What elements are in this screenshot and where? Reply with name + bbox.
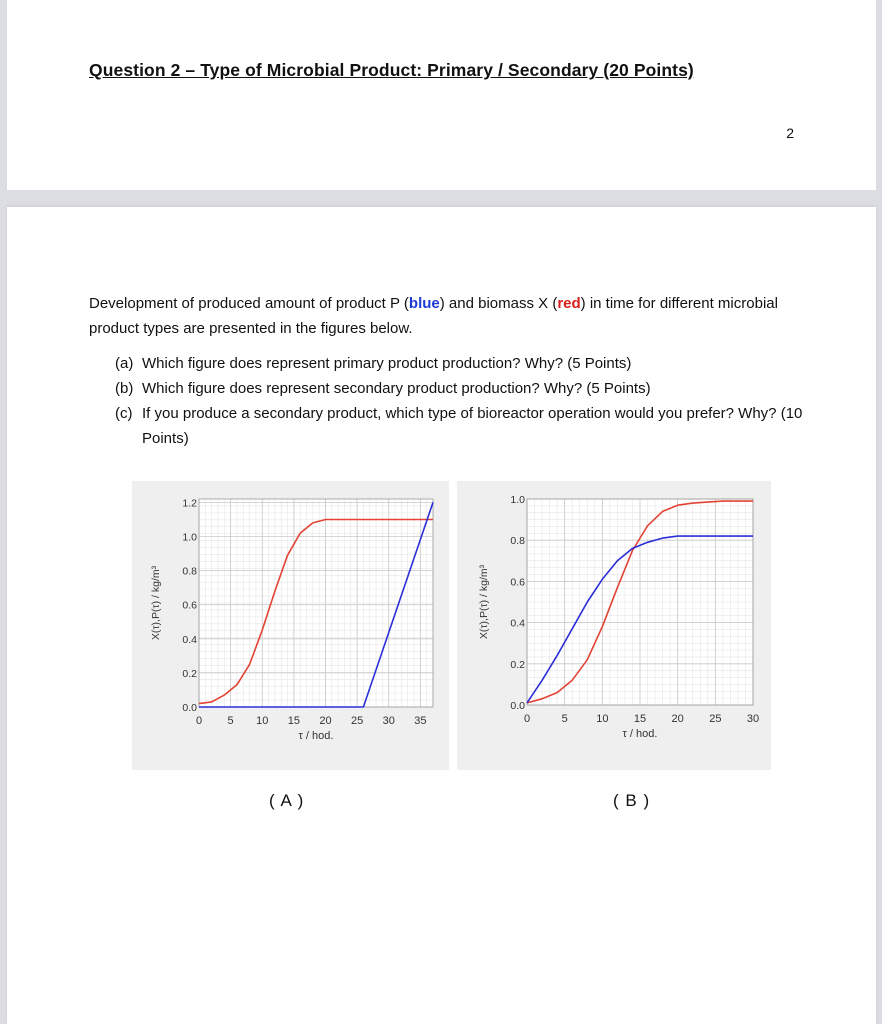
- question-text: If you produce a secondary product, which type of bioreactor operation would you prefer? Why? (10 Points): [142, 405, 803, 447]
- question-title: Question 2 – Type of Microbial Product: Primary / Secondary (20 Points): [89, 60, 694, 80]
- chart-a-y-tick-label: 0.8: [182, 565, 197, 578]
- question-list: [115, 351, 815, 451]
- chart-a-y-tick-label: 0.0: [182, 702, 197, 714]
- chart-b-x-axis-label: τ / hod.: [622, 728, 658, 740]
- chart-b-x-tick-label: 5: [561, 713, 568, 725]
- question-item-b: [115, 376, 815, 401]
- chart-b-x-tick-label: 0: [523, 713, 531, 725]
- question-item-c: [115, 401, 815, 451]
- chart-a-x-tick-label: 0: [195, 715, 203, 727]
- chart-a-y-tick-label: 1.2: [182, 497, 197, 510]
- question-text: Which figure does represent secondary product production? Why? (5 Points): [142, 380, 651, 397]
- chart-b-x-tick-label: 25: [709, 713, 722, 725]
- blue-word: blue: [408, 295, 440, 312]
- chart-b-x-tick-label: 15: [633, 713, 647, 725]
- chart-b-x-tick-label: 10: [596, 713, 609, 725]
- chart-b-x-tick-label: 20: [671, 713, 684, 725]
- chart-a-x-tick-label: 30: [382, 715, 395, 727]
- page-1: [7, 0, 876, 190]
- caption-b: ( B ): [613, 791, 651, 810]
- question-label: (c): [115, 405, 133, 422]
- chart-b-y-tick-label: 0.2: [510, 658, 525, 671]
- chart-a-y-tick-label: 1.0: [182, 531, 197, 544]
- chart-a-svg: [132, 481, 449, 770]
- intro-paragraph: [89, 291, 789, 341]
- chart-a-y-tick-label: 0.2: [182, 667, 197, 680]
- chart-a-x-tick-label: 10: [256, 715, 269, 727]
- chart-a-x-tick-label: 20: [319, 715, 332, 727]
- question-item-a: [115, 351, 815, 376]
- question-label: (b): [115, 380, 134, 397]
- chart-a-x-tick-label: 15: [287, 715, 300, 727]
- chart-a-x-axis-label: τ / hod.: [298, 730, 334, 742]
- chart-b-x-tick-label: 30: [746, 713, 760, 725]
- chart-a-y-tick-label: 0.4: [182, 633, 197, 646]
- chart-a-y-axis-label: X(τ),P(τ) / kg/m³: [150, 565, 162, 641]
- question-text: Which figure does represent primary product production? Why? (5 Points): [142, 355, 632, 372]
- page-2: [7, 207, 876, 1024]
- red-word: red: [557, 295, 581, 312]
- figure-a: [132, 481, 449, 770]
- chart-a-y-tick-label: 0.6: [182, 599, 197, 612]
- chart-b-y-axis-label: X(τ),P(τ) / kg/m³: [478, 564, 490, 640]
- figure-b: [457, 481, 771, 770]
- intro-part-1: Development of produced amount of product P (: [89, 295, 409, 312]
- caption-a: ( A ): [269, 791, 305, 810]
- chart-a-x-tick-label: 35: [414, 715, 427, 727]
- intro-part-2: ) and biomass X (: [439, 295, 558, 312]
- chart-b-y-tick-label: 0.0: [510, 700, 525, 712]
- chart-b-y-tick-label: 0.4: [510, 617, 525, 630]
- chart-b-y-tick-label: 1.0: [510, 494, 525, 506]
- chart-a-x-tick-label: 5: [227, 715, 234, 727]
- intro-part-3: ) in time for different microbial product types are presented in the figures below.: [89, 295, 778, 337]
- chart-b-y-tick-label: 0.6: [510, 576, 525, 589]
- question-label: (a): [115, 355, 134, 372]
- chart-b-y-tick-label: 0.8: [510, 535, 525, 548]
- chart-a-x-tick-label: 25: [350, 715, 364, 727]
- chart-b-svg: [457, 481, 771, 770]
- page-number: 2: [786, 125, 794, 141]
